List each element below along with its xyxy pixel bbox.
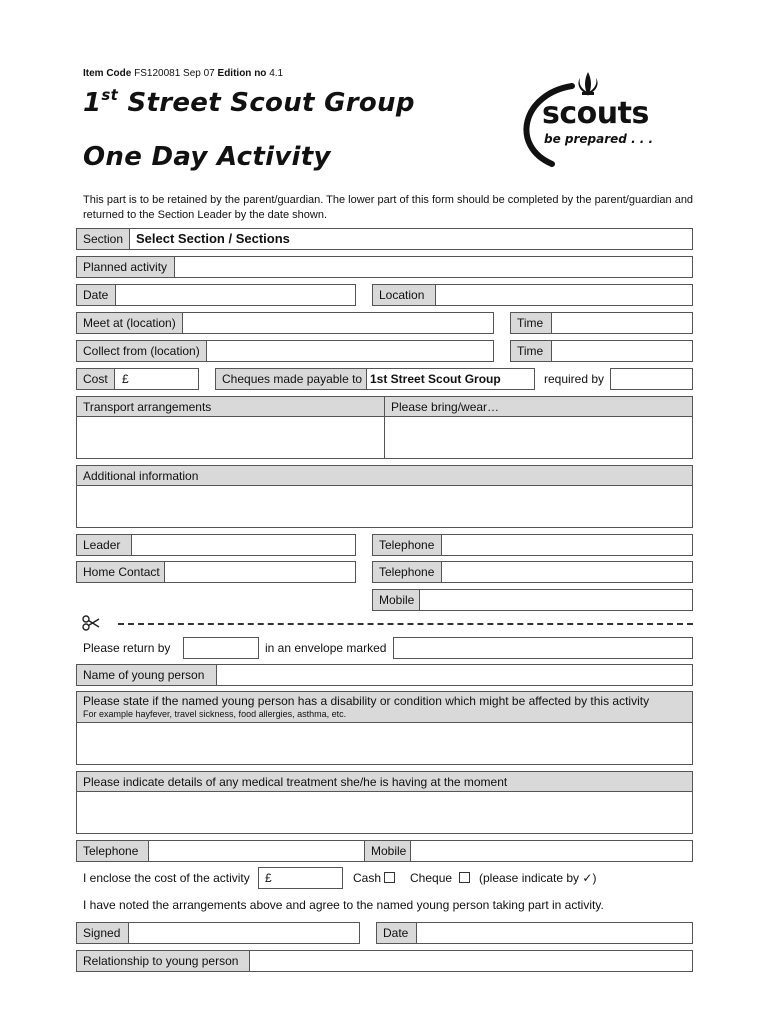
page-title	[83, 86, 415, 118]
title-suffix: st	[101, 86, 119, 104]
cheques-payee[interactable]: 1st Street Scout Group	[370, 372, 501, 386]
required-by-label: required by	[544, 372, 605, 386]
collect-time-label: Time	[510, 340, 552, 362]
collect-from-label: Collect from (location)	[76, 340, 207, 362]
meet-time-label: Time	[510, 312, 552, 334]
cut-line	[118, 623, 693, 625]
cheque-checkbox[interactable]	[459, 872, 470, 883]
leader-telephone-label: Telephone	[372, 534, 442, 556]
indicate-label: (please indicate by ✓)	[479, 871, 597, 885]
return-by-label: Please return by	[83, 641, 171, 655]
title-rest: Street Scout Group	[127, 88, 415, 118]
disability-header	[76, 691, 693, 723]
cheques-label: Cheques made payable to	[215, 368, 367, 390]
required-by-input[interactable]	[610, 368, 693, 390]
intro-line-1: This part is to be retained by the parent/guardian. The lower part of this form should be completed by the parent/guardian and	[83, 194, 694, 206]
additional-info-label: Additional information	[76, 465, 693, 486]
item-code-line	[83, 68, 283, 79]
fleur-de-lis-icon	[578, 72, 597, 96]
relationship-label: Relationship to young person	[76, 950, 250, 972]
edition-value: 4.1	[269, 68, 284, 79]
return-by-input[interactable]	[183, 637, 259, 659]
cheque-label: Cheque	[410, 871, 453, 885]
logo-tagline: be prepared . . .	[544, 132, 654, 146]
transport-label: Transport arrangements	[76, 396, 385, 417]
title-number: 1	[83, 88, 102, 118]
medical-label: Please indicate details of any medical treatment she/he is having at the moment	[76, 771, 693, 792]
page-subtitle: One Day Activity	[83, 142, 331, 172]
item-code-value: FS120081 Sep 07	[134, 68, 215, 79]
item-code-label: Item Code	[83, 68, 132, 79]
leader-label: Leader	[76, 534, 132, 556]
mobile-input[interactable]	[372, 589, 693, 611]
date-input[interactable]	[76, 284, 356, 306]
logo-word: scouts	[542, 96, 649, 131]
enclose-currency: £	[265, 871, 272, 885]
bring-label: Please bring/wear…	[384, 396, 693, 417]
date-label: Date	[76, 284, 116, 306]
mobile-label: Mobile	[372, 589, 420, 611]
cash-label: Cash	[353, 871, 382, 885]
envelope-input[interactable]	[393, 637, 693, 659]
sign-date-input[interactable]	[376, 922, 693, 944]
envelope-label: in an envelope marked	[265, 641, 387, 655]
section-select[interactable]: Select Section / Sections	[136, 231, 290, 246]
young-person-label: Name of young person	[76, 664, 217, 686]
return-telephone-label: Telephone	[76, 840, 149, 862]
scouts-logo	[512, 68, 687, 172]
scissors-icon	[82, 614, 100, 632]
home-contact-label: Home Contact	[76, 561, 165, 583]
cash-checkbox[interactable]	[384, 872, 395, 883]
enclose-label: I enclose the cost of the activity	[83, 871, 250, 885]
section-label: Section	[76, 228, 130, 250]
signed-label: Signed	[76, 922, 129, 944]
disability-label: Please state if the named young person has a disability or condition which might be affected by this activity	[83, 694, 650, 708]
cost-label: Cost	[76, 368, 115, 390]
return-mobile-input[interactable]	[364, 840, 693, 862]
planned-activity-label: Planned activity	[76, 256, 175, 278]
sign-date-label: Date	[376, 922, 417, 944]
home-telephone-label: Telephone	[372, 561, 442, 583]
disability-example: For example hayfever, travel sickness, food allergies, asthma, etc.	[83, 709, 347, 719]
location-label: Location	[372, 284, 436, 306]
return-mobile-label: Mobile	[364, 840, 411, 862]
intro-line-2: returned to the Section Leader by the date shown.	[83, 209, 327, 221]
agreement-text: I have noted the arrangements above and agree to the named young person taking part in activity.	[83, 898, 604, 912]
cost-currency: £	[122, 372, 129, 386]
meet-at-label: Meet at (location)	[76, 312, 183, 334]
edition-label: Edition no	[217, 68, 267, 79]
